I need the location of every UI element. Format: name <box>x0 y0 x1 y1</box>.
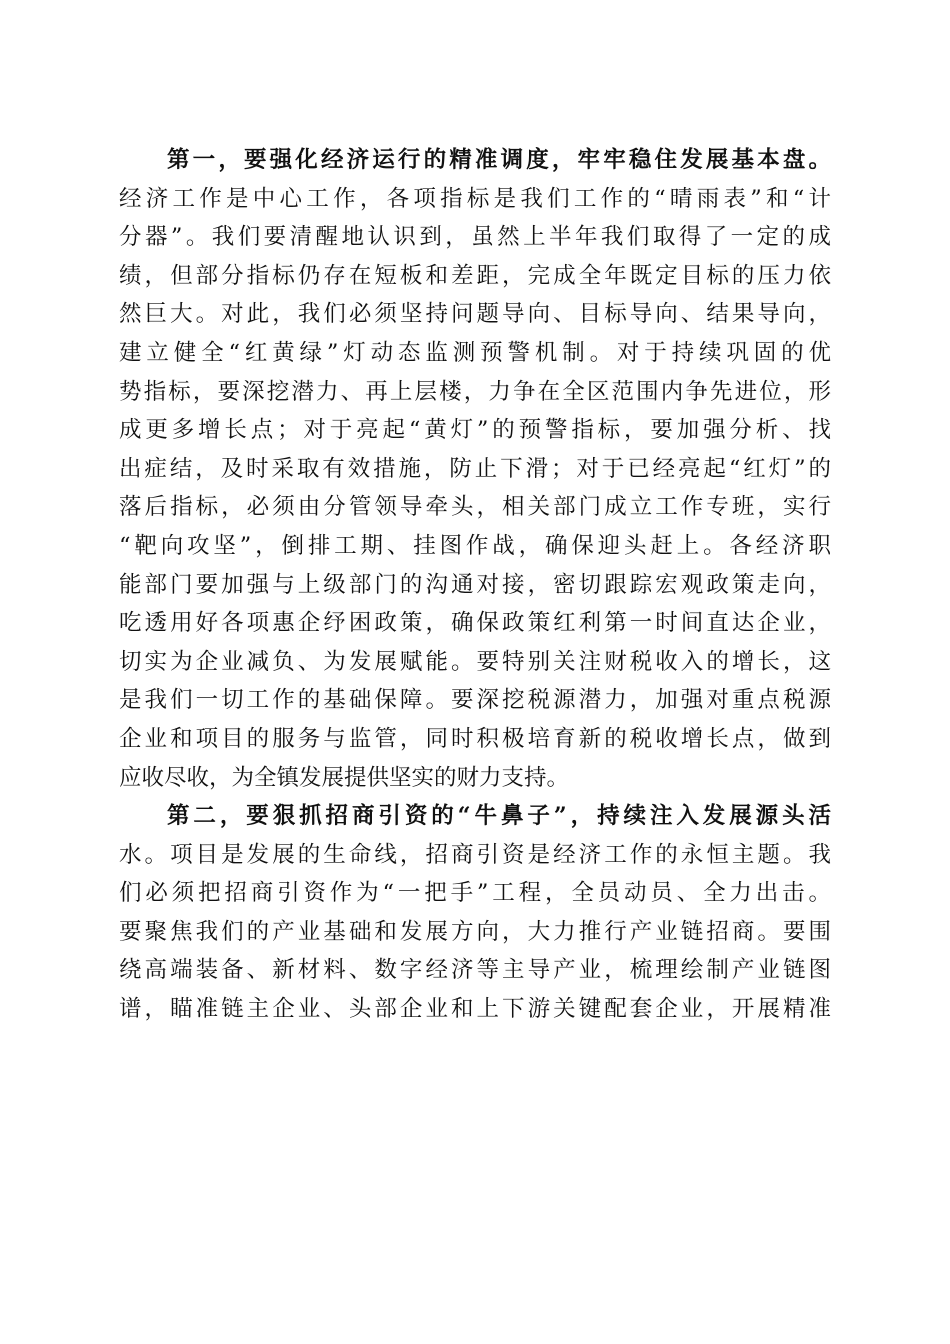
paragraph-1 <box>119 141 831 797</box>
document-page <box>119 141 831 1029</box>
paragraph-line: 落后指标，必须由分管领导牵头，相关部门成立工作专班，实行 <box>119 494 831 521</box>
paragraph-line: 能部门要加强与上级部门的沟通对接，密切跟踪宏观政策走向， <box>119 571 831 598</box>
paragraph-line: 们必须把招商引资作为“一把手”工程，全员动员、全力出击。 <box>119 880 831 907</box>
paragraph-line: 是我们一切工作的基础保障。要深挖税源潜力，加强对重点税源 <box>119 687 831 714</box>
paragraph-line: 吃透用好各项惠企纾困政策，确保政策红利第一时间直达企业， <box>119 610 831 637</box>
paragraph-line: 切实为企业减负、为发展赋能。要特别关注财税收入的增长，这 <box>119 648 831 675</box>
paragraph-line: 企业和项目的服务与监管，同时积极培育新的税收增长点，做到 <box>119 725 831 752</box>
paragraph-line: 绩，但部分指标仍存在短板和差距，完成全年既定目标的压力依 <box>119 262 831 289</box>
paragraph-line: 建立健全“红黄绿”灯动态监测预警机制。对于持续巩固的优 <box>119 339 831 366</box>
paragraph-line: 水。项目是发展的生命线，招商引资是经济工作的永恒主题。我 <box>119 841 831 868</box>
paragraph-heading: 第一，要强化经济运行的精准调度，牢牢稳住发展基本盘。 <box>167 147 831 173</box>
paragraph-line: 出症结，及时采取有效措施，防止下滑；对于已经亮起“红灯”的 <box>119 455 831 482</box>
paragraph-line: 绕高端装备、新材料、数字经济等主导产业，梳理绘制产业链图 <box>119 957 831 984</box>
paragraph-line: 分器”。我们要清醒地认识到，虽然上半年我们取得了一定的成 <box>119 224 831 251</box>
paragraph-line: 成更多增长点；对于亮起“黄灯”的预警指标，要加强分析、找 <box>119 417 831 444</box>
paragraph-line: “靶向攻坚”，倒排工期、挂图作战，确保迎头赶上。各经济职 <box>119 532 831 559</box>
paragraph-line: 应收尽收，为全镇发展提供坚实的财力支持。 <box>119 764 570 791</box>
paragraph-line: 经济工作是中心工作，各项指标是我们工作的“晴雨表”和“计 <box>119 185 831 212</box>
paragraph-line: 势指标，要深挖潜力、再上层楼，力争在全区范围内争先进位，形 <box>119 378 831 405</box>
paragraph-line: 要聚焦我们的产业基础和发展方向，大力推行产业链招商。要围 <box>119 918 831 945</box>
paragraph-2 <box>119 797 831 1029</box>
paragraph-line: 然巨大。对此，我们必须坚持问题导向、目标导向、结果导向， <box>119 301 831 328</box>
paragraph-heading: 第二，要狠抓招商引资的“牛鼻子”，持续注入发展源头活 <box>167 803 831 830</box>
paragraph-line: 谱，瞄准链主企业、头部企业和上下游关键配套企业，开展精准 <box>119 996 831 1023</box>
